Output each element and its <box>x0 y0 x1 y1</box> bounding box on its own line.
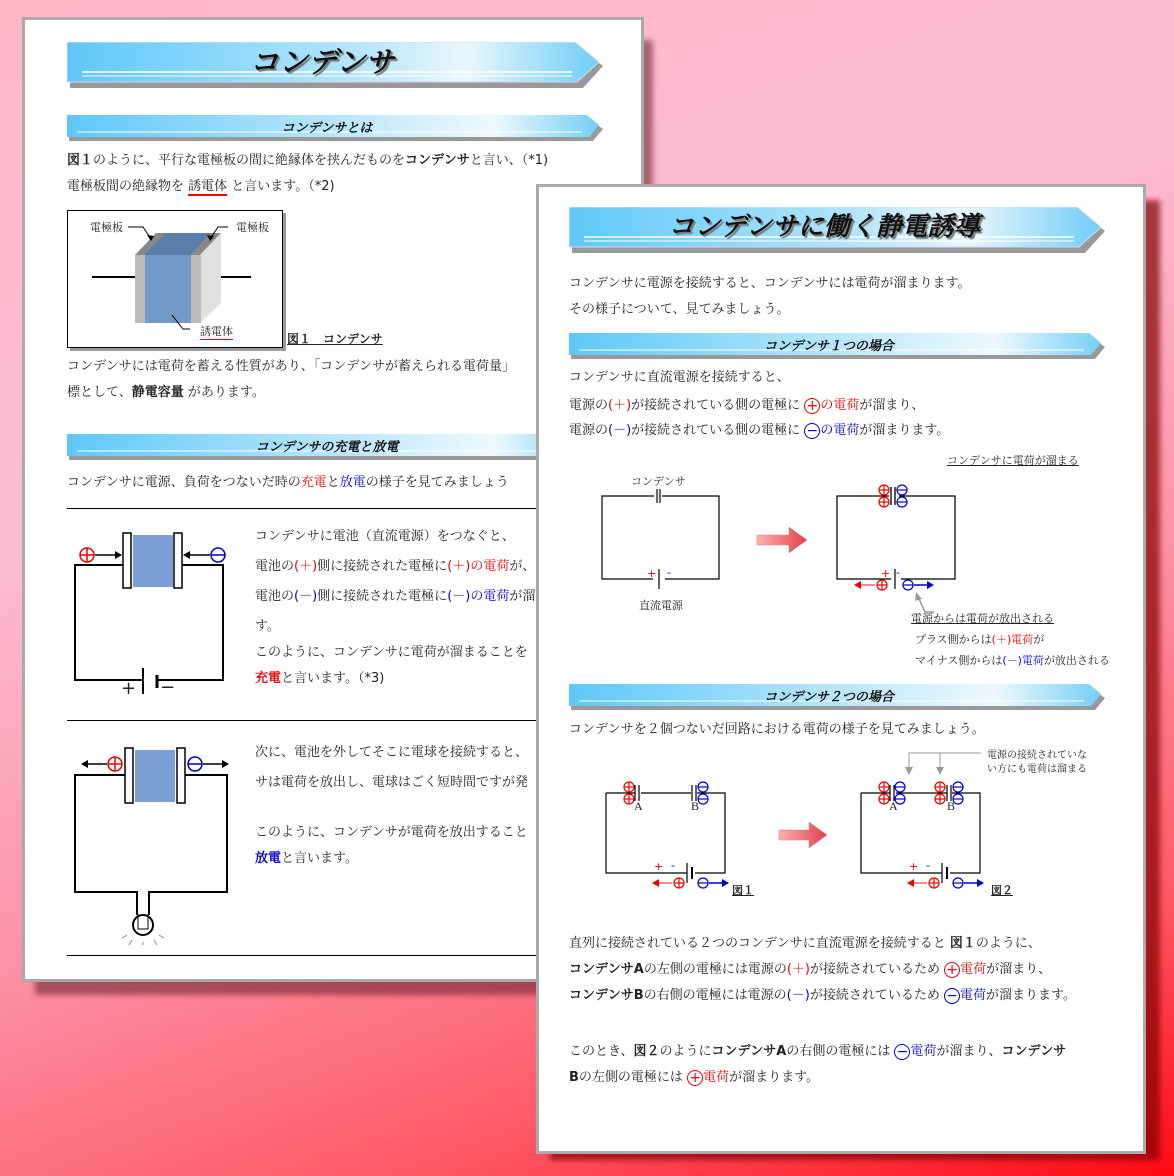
page2-title: コンデンサに働く静電誘導 <box>668 212 980 242</box>
text: のように、平行な電極板の間に絶縁体を挟んだものを <box>93 153 406 168</box>
text: の左側の電極には <box>578 1070 688 1085</box>
text: と言います。 <box>281 851 358 866</box>
text: 標として、 <box>67 385 132 400</box>
plus-circle-icon: + <box>804 398 820 414</box>
text: が接続されている側の電極に <box>631 423 805 438</box>
term-capacitor-a: コンデンサA <box>711 1044 787 1059</box>
text: が溜まり、 <box>936 1044 1002 1059</box>
figure1-caption: 図１ <box>732 884 754 897</box>
charge-circuit-diagram <box>67 520 237 700</box>
charge-text-line3 <box>255 584 535 610</box>
source-plus-label: + <box>909 860 919 873</box>
section1-line3 <box>569 418 949 444</box>
text: が <box>1033 633 1045 646</box>
page2-title-banner <box>569 207 1109 247</box>
callout-charge-released: 電源からは電荷が放出される <box>911 612 1054 625</box>
section-heading-text: コンデンサ１つの場合 <box>764 339 894 354</box>
page1-para1-line1 <box>67 148 548 174</box>
discharge-circuit-diagram <box>67 735 237 945</box>
text: が溜まります。 <box>729 1070 820 1085</box>
minus-circle-icon: − <box>804 423 820 439</box>
text: が接続されているため <box>809 988 944 1003</box>
text: があります。 <box>183 385 265 400</box>
text: と言います。（*2) <box>227 179 335 194</box>
page1-para2-line1: コンデンサには電荷を蓄える性質があり、「コンデンサが蓄えられる電荷量」 <box>67 359 515 374</box>
section2-para2-line2 <box>569 1065 819 1091</box>
plus-charge: の電荷 <box>820 398 860 413</box>
text: が溜 <box>509 589 536 604</box>
dc-source-label: 直流電源 <box>639 599 683 612</box>
plus-charge: 電荷 <box>703 1070 730 1085</box>
minus-sign: (－) <box>786 988 810 1003</box>
plus-sign: (＋) <box>786 962 810 977</box>
fig-ref: 図１ <box>67 153 94 168</box>
section2-para2-line1 <box>569 1039 1066 1065</box>
plus-sign: (＋) <box>608 398 632 413</box>
label-dielectric: 誘電体 <box>200 325 233 338</box>
fig-ref: 図２ <box>633 1044 660 1059</box>
text: 電池の <box>255 589 295 604</box>
source-minus-label: - <box>671 859 675 872</box>
minus-charge: (－)の電荷 <box>447 589 510 604</box>
source-minus-label: - <box>667 566 671 579</box>
text: が接続されている側の電極に <box>631 398 805 413</box>
section2-para1-line2 <box>569 957 1051 983</box>
battery-minus-label: − <box>160 677 176 698</box>
charge-text-line4: す。 <box>255 619 280 634</box>
text: 電池の <box>255 559 295 574</box>
text: プラス側からは <box>915 633 992 646</box>
fig-ref: 図１ <box>949 936 976 951</box>
text: の右側の電極には <box>786 1044 895 1059</box>
section-heading-text: コンデンサの充電と放電 <box>255 440 399 455</box>
callout-line1: 電源の接続されていな <box>987 750 1087 761</box>
figure1-caption: 図１ コンデンサ <box>287 332 383 346</box>
text: 側に接続された電極に <box>317 589 448 604</box>
text: と言い、（*1) <box>469 153 549 168</box>
text: コンデンサに電源、負荷をつないだ時の <box>67 475 301 490</box>
charge-text-line1: コンデンサに電池（直流電源）をつなぐと、 <box>255 529 515 544</box>
figure2-caption: 図２ <box>991 884 1013 897</box>
text: のように <box>659 1044 712 1059</box>
term-b: B <box>569 1070 579 1085</box>
page1-title-banner <box>67 42 607 82</box>
term-discharge: 放電 <box>255 851 282 866</box>
discharge-text-line3: このように、コンデンサが電荷を放出すること <box>255 825 528 840</box>
plus-charge: (＋)の電荷 <box>447 559 510 574</box>
text: が溜まります。 <box>859 423 950 438</box>
page1-section1-heading <box>67 115 607 137</box>
callout-line2: い方にも電荷は溜まる <box>987 764 1087 775</box>
source-plus-label: + <box>654 860 664 873</box>
page2-intro-line1: コンデンサに電源を接続すると、コンデンサには電荷が溜まります。 <box>569 276 971 291</box>
text: が放出される <box>1043 654 1110 667</box>
page2-section1-heading <box>569 333 1109 355</box>
charge-text-line6 <box>255 666 384 692</box>
figure-capacitor <box>67 210 283 348</box>
plus-circle-icon: + <box>944 962 960 978</box>
discharge-text-line1: 次に、電池を外してそこに電球を接続すると、 <box>255 745 529 760</box>
capacitor-b-label: B <box>691 799 700 813</box>
page2-section2-heading <box>569 684 1109 706</box>
capacitor-b-label: B <box>947 799 956 813</box>
text: が、 <box>509 559 536 574</box>
text: が溜まります。 <box>985 988 1076 1003</box>
term-capacitor: コンデンサ <box>405 153 470 168</box>
page1-section2-heading <box>67 434 607 456</box>
callout-note1 <box>915 631 1044 647</box>
capacitor-label: コンデンサ <box>631 475 686 488</box>
plus-circle-icon: + <box>687 1070 703 1086</box>
page2-intro-line2: その様子について、見てみましょう。 <box>569 302 790 317</box>
discharge-text-line2: サは電荷を放出し、電球はごく短時間ですが発 <box>255 775 529 790</box>
source-plus-label: + <box>881 567 891 580</box>
section2-intro: コンデンサを２個つないだ回路における電荷の様子を見てみましょう。 <box>569 722 985 737</box>
term-charge: 充電 <box>300 475 327 490</box>
section1-line2 <box>569 393 924 419</box>
text: のように、 <box>975 936 1041 951</box>
source-minus-label: - <box>896 566 900 579</box>
discharge-text-line4 <box>255 846 358 872</box>
page1-para1-line2 <box>67 174 335 200</box>
label-electrode-left: 電極板 <box>90 221 123 234</box>
term-capacitor-b: コンデンサB <box>569 988 644 1003</box>
text: と <box>326 475 340 490</box>
callout-charge-stored: コンデンサに電荷が溜まる <box>947 454 1079 467</box>
plus-charge: 電荷 <box>960 962 987 977</box>
source-minus-label: - <box>926 859 930 872</box>
section2-para1-line1 <box>569 931 1041 957</box>
text: の様子を見てみましょう <box>365 475 509 490</box>
page1-title: コンデンサ <box>249 45 395 79</box>
term-capacitor-a: コンデンサA <box>569 962 644 977</box>
battery-plus-label: + <box>121 678 137 699</box>
text: 電源の <box>569 423 609 438</box>
section-heading-text: コンデンサとは <box>281 121 373 136</box>
callout-note2 <box>915 652 1110 668</box>
text: が溜まり、 <box>986 962 1052 977</box>
page-2 <box>536 184 1146 1154</box>
label-electrode-right: 電極板 <box>236 221 269 234</box>
text: 電源の <box>569 398 609 413</box>
section2-para1-line3 <box>569 983 1076 1009</box>
charge-text-line2 <box>255 554 535 580</box>
capacitor-a-label: A <box>889 799 898 813</box>
minus-charge: (－)電荷 <box>1002 654 1044 667</box>
text: が溜まり、 <box>859 398 925 413</box>
source-plus-label: + <box>647 567 657 580</box>
capacitor-a-label: A <box>634 799 643 813</box>
minus-sign: (－) <box>608 423 632 438</box>
term-discharge: 放電 <box>339 475 366 490</box>
minus-circle-icon: − <box>944 988 960 1004</box>
charge-text-line5: このように、コンデンサに電荷が溜まることを <box>255 645 528 660</box>
section1-line1: コンデンサに直流電源を接続すると、 <box>569 370 790 385</box>
minus-sign: (－) <box>294 589 318 604</box>
plus-charge: (＋)電荷 <box>991 633 1034 646</box>
term-capacitance: 静電容量 <box>131 385 184 400</box>
plus-sign: (＋) <box>294 559 318 574</box>
page1-section2-intro <box>67 470 509 496</box>
minus-charge: の電荷 <box>820 423 860 438</box>
text: と言います。（*3) <box>281 671 385 686</box>
section-heading-text: コンデンサ２つの場合 <box>764 690 894 705</box>
text: このとき、 <box>569 1044 634 1059</box>
term-dielectric: 誘電体 <box>188 179 228 194</box>
text: の左側の電極には電源の <box>643 962 787 977</box>
minus-charge: 電荷 <box>959 988 986 1003</box>
page1-para2-line2 <box>67 380 265 406</box>
term-charge: 充電 <box>255 671 282 686</box>
text: が接続されているため <box>809 962 945 977</box>
minus-circle-icon: − <box>894 1044 910 1060</box>
text: 直列に接続されている２つのコンデンサに直流電源を接続すると <box>569 936 950 951</box>
text: の右側の電極には電源の <box>643 988 787 1003</box>
text: マイナス側からは <box>915 654 1003 667</box>
term-capacitor: コンデンサ <box>1001 1044 1067 1059</box>
text: 電極板間の絶縁物を <box>67 179 189 194</box>
text: 側に接続された電極に <box>317 559 448 574</box>
minus-charge: 電荷 <box>910 1044 937 1059</box>
